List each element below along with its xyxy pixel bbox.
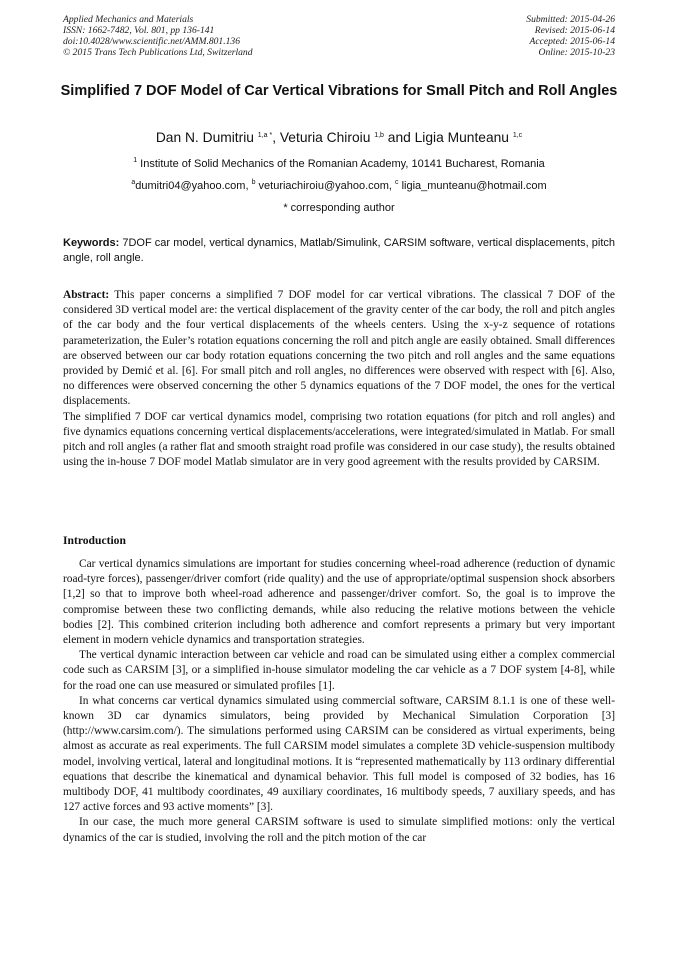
keywords-label: Keywords: xyxy=(63,237,120,249)
abstract-paragraph-2: The simplified 7 DOF car vertical dynamics model, comprising two rotation equations (for pitch and roll angles) and five dynamics equations concerning vertical displacements/accelerations, were integrated/simulated in Matlab. For small pitch and roll angles (a rather flat and smooth straight road profile was considered in our case study), the results obtained using the in-house 7 DOF model Matlab simulator are in very good agreement with the results provided by CARSIM. xyxy=(63,410,615,469)
keywords-text: 7DOF car model, vertical dynamics, Matlab/Simulink, CARSIM software, vertical displacements, pitch angle, roll angle. xyxy=(63,237,615,264)
keywords xyxy=(63,236,615,266)
issn-line: ISSN: 1662-7482, Vol. 801, pp 136-141 xyxy=(63,25,215,36)
journal-name: Applied Mechanics and Materials xyxy=(63,14,194,25)
intro-paragraph-3: In what concerns car vertical dynamics simulated using commercial software, CARSIM 8.1.1 is one of these well-known 3D car dynamics simulators, being provided by Mechanical Simulation Corporation [3] (http://www.carsim.com/). The simulations performed using CARSIM can be considered as virtual experiments, being almost as accurate as real experiments. The full CARSIM model simulates a complete 3D vehicle-suspension multibody model, involving vertical, lateral and longitudinal motions. It is “represented mathematically by 113 ordinary differential equations that describe the kinematical and dynamical behavior. This full model is composed of 32 bodies, has 16 multibody DOF, 41 multibody coordinates, 49 auxiliary coordinates, 16 multibody speeds, 7 auxiliary speeds, and has 127 active forces and 93 active moments” [3]. xyxy=(63,694,615,814)
email-b[interactable]: veturiachiroiu@yahoo.com, xyxy=(255,180,396,192)
email-sup-a: a xyxy=(131,179,136,186)
abstract-label: Abstract: xyxy=(63,289,110,301)
accepted-date: Accepted: 2015-06-14 xyxy=(529,36,615,47)
abstract xyxy=(63,288,615,470)
email-sup-c: c xyxy=(395,179,399,186)
abstract-text-1: This paper concerns a simplified 7 DOF model for car vertical vibrations. The classical 7 DOF of the considered 3D vertical model are: the vertical displacement of the gravity center of the car body, the roll and pitch angles of the car body and the four vertical displacements of the wheels centers. Using the x-y-z sequence of rotations parameterization, the Euler’s rotation equations concerning the roll and pitch angle are easily obtained. Small differences are observed between our car body rotation equations concerning the two pitch and roll angles and the same equations provided by Demić et al. [6]. For small pitch and roll angles, no differences were observed with respect with [6]. Also, no differences were observed concerning the other 5 dynamics equations of the 7 DOF model, the ones for the vertical displacements. xyxy=(63,289,615,408)
section-heading-introduction: Introduction xyxy=(63,534,126,547)
email-list xyxy=(0,180,678,193)
journal-info xyxy=(63,14,253,58)
author-2: , Veturia Chiroiu xyxy=(272,130,375,145)
online-date: Online: 2015-10-23 xyxy=(538,47,615,58)
author-1: Dan N. Dumitriu xyxy=(155,130,258,145)
author-2-sup: 1,b xyxy=(374,132,384,139)
copyright-line: © 2015 Trans Tech Publications Ltd, Switzerland xyxy=(63,47,253,58)
introduction-body xyxy=(63,557,615,846)
submitted-date: Submitted: 2015-04-26 xyxy=(526,14,615,25)
corresponding-author-note: * corresponding author xyxy=(283,202,395,214)
author-3: and Ligia Munteanu xyxy=(383,130,513,145)
paper-title: Simplified 7 DOF Model of Car Vertical Vibrations for Small Pitch and Roll Angles xyxy=(60,83,618,99)
abstract-paragraph-1 xyxy=(63,288,615,410)
author-3-sup: 1,c xyxy=(512,132,523,139)
affiliation-sup: 1 xyxy=(133,157,138,164)
email-c[interactable]: ligia_munteanu@hotmail.com xyxy=(398,180,547,192)
submission-dates xyxy=(526,14,615,58)
author-1-sup: 1,a * xyxy=(257,132,273,139)
doi-line: doi:10.4028/www.scientific.net/AMM.801.136 xyxy=(63,36,241,47)
intro-paragraph-1: Car vertical dynamics simulations are important for studies concerning wheel-road adherence (reduction of dynamic road-tyre forces), passenger/driver comfort (ride quality) and the use of appropriate/optimal suspension shock absorbers [1,2] so that to improve both wheel-road adherence and passenger/driver comfort. So, the goal is to improve the compromise between these two conflicting demands, while also reducing the relative motions between the vehicle bodies [2]. This combined criterion including both adherence and comfort represents a primary but very important element in modern vehicle dynamics and transportation strategies. xyxy=(63,558,615,647)
intro-paragraph-2: The vertical dynamic interaction between car vehicle and road can be simulated using either a complex commercial code such as CARSIM [3], or a simplified in-house simulator modeling the car vehicle as a 7 DOF system [4-8], while for the road one can use measured or simulated profiles [1]. xyxy=(63,649,615,692)
email-sup-b: b xyxy=(251,179,256,186)
intro-paragraph-4: In our case, the much more general CARSIM software is used to simulate simplified motions: only the vertical dynamics of the car is studied, involving the roll and the pitch motion of the car xyxy=(63,816,615,844)
affiliation-text: Institute of Solid Mechanics of the Romanian Academy, 10141 Bucharest, Romania xyxy=(137,158,545,170)
email-a[interactable]: dumitri04@yahoo.com, xyxy=(135,180,252,192)
author-list xyxy=(0,129,678,146)
affiliation xyxy=(0,158,678,171)
revised-date: Revised: 2015-06-14 xyxy=(534,25,615,36)
